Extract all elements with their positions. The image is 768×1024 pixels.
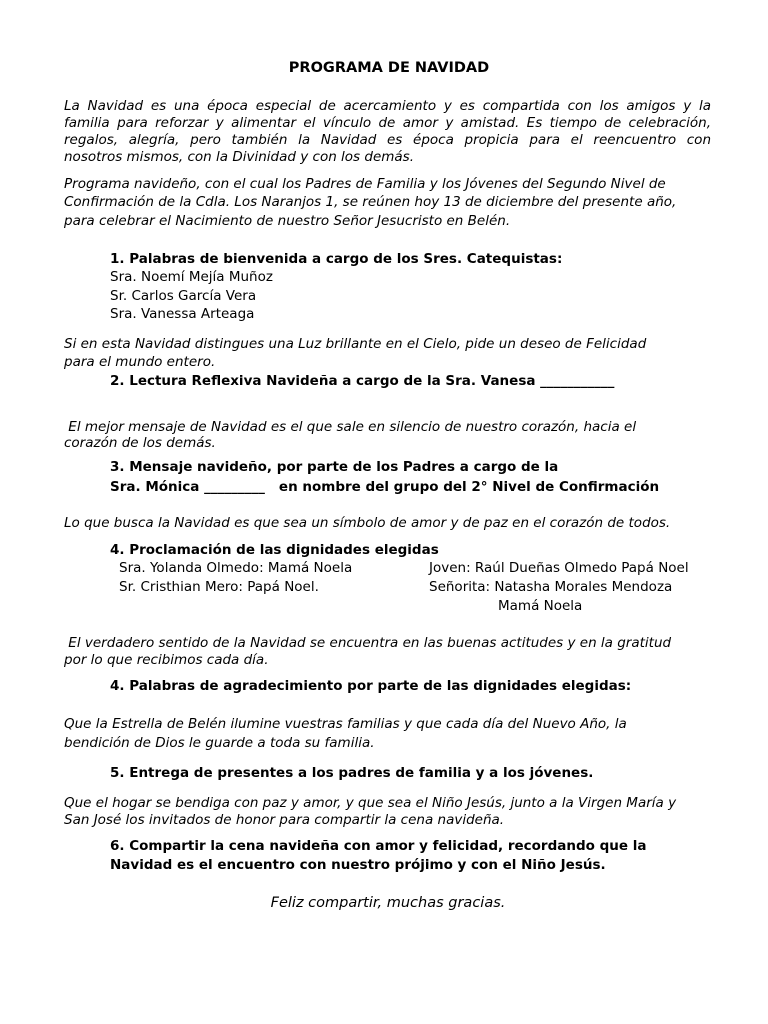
- item-3-line1: 3. Mensaje navideño, por parte de los Padres a cargo de la: [110, 459, 559, 475]
- item-7-line1: 6. Compartir la cena navideña con amor y felicidad, recordando que la: [110, 838, 647, 854]
- item-6-heading: 5. Entrega de presentes a los padres de familia y a los jóvenes.: [110, 765, 594, 781]
- intro-p2-line3: para celebrar el Nacimiento de nuestro Señor Jesucristo en Belén.: [64, 213, 511, 229]
- dignitary-left: Sr. Cristhian Mero: Papá Noel.: [119, 579, 319, 595]
- item-7-line2: Navidad es el encuentro con nuestro prójimo y con el Niño Jesús.: [110, 857, 606, 873]
- quote-5-line2: bendición de Dios le guarde a toda su familia.: [64, 735, 375, 751]
- dignitary-right: Joven: Raúl Dueñas Olmedo Papá Noel: [429, 560, 689, 576]
- intro-p1-line4: nosotros mismos, con la Divinidad y con los demás.: [64, 149, 415, 165]
- item-1-person: Sra. Noemí Mejía Muñoz: [110, 269, 273, 285]
- quote-6-line2: San José los invitados de honor para compartir la cena navideña.: [64, 812, 505, 828]
- item-1-person: Sr. Carlos García Vera: [110, 288, 257, 304]
- item-2-heading: 2. Lectura Reflexiva Navideña a cargo de la Sra. Vanesa ___________: [110, 373, 615, 389]
- quote-1-line2: para el mundo entero.: [64, 354, 216, 370]
- quote-4-line2: por lo que recibimos cada día.: [64, 652, 269, 668]
- intro-p2-line2: Confirmación de la Cdla. Los Naranjos 1, se reúnen hoy 13 de diciembre del presente año,: [64, 194, 677, 210]
- quote-5-line1: Que la Estrella de Belén ilumine vuestras familias y que cada día del Nuevo Año, la: [64, 716, 627, 732]
- quote-6-line1: Que el hogar se bendiga con paz y amor, y que sea el Niño Jesús, junto a la Virgen María y: [64, 795, 677, 811]
- dignitary-right: Señorita: Natasha Morales Mendoza: [429, 579, 673, 595]
- intro-p2-line1: Programa navideño, con el cual los Padres de Familia y los Jóvenes del Segundo Nivel de: [64, 176, 666, 192]
- dignitary-left: Sra. Yolanda Olmedo: Mamá Noela: [119, 560, 353, 576]
- item-1-person: Sra. Vanessa Arteaga: [110, 306, 255, 322]
- item-3-line2: Sra. Mónica _________ en nombre del grupo del 2° Nivel de Confirmación: [110, 479, 660, 495]
- intro-p1-line3: regalos, alegría, pero también la Navidad es época propicia para el reencuentro con: [64, 132, 711, 148]
- page-title: PROGRAMA DE NAVIDAD: [288, 60, 490, 76]
- intro-p1-line2: familia para reforzar y alimentar el vínculo de amor y amistad. Es tiempo de celebración,: [64, 115, 711, 131]
- quote-3: Lo que busca la Navidad es que sea un símbolo de amor y de paz en el corazón de todos.: [64, 515, 671, 531]
- dignitary-right: Mamá Noela: [498, 598, 583, 614]
- quote-2-line1: El mejor mensaje de Navidad es el que sale en silencio de nuestro corazón, hacia el: [64, 419, 637, 435]
- item-5-heading: 4. Palabras de agradecimiento por parte de las dignidades elegidas:: [110, 678, 632, 694]
- quote-2-line2: corazón de los demás.: [64, 435, 216, 451]
- item-1-heading: 1. Palabras de bienvenida a cargo de los Sres. Catequistas:: [110, 251, 563, 267]
- intro-p1-line1: La Navidad es una época especial de acercamiento y es compartida con los amigos y la: [64, 98, 711, 114]
- closing-text: Feliz compartir, muchas gracias.: [270, 895, 506, 911]
- quote-1-line1: Si en esta Navidad distingues una Luz brillante en el Cielo, pide un deseo de Felicidad: [64, 336, 647, 352]
- quote-4-line1: El verdadero sentido de la Navidad se encuentra en las buenas actitudes y en la gratitud: [64, 635, 672, 651]
- item-4-heading: 4. Proclamación de las dignidades elegidas: [110, 542, 439, 558]
